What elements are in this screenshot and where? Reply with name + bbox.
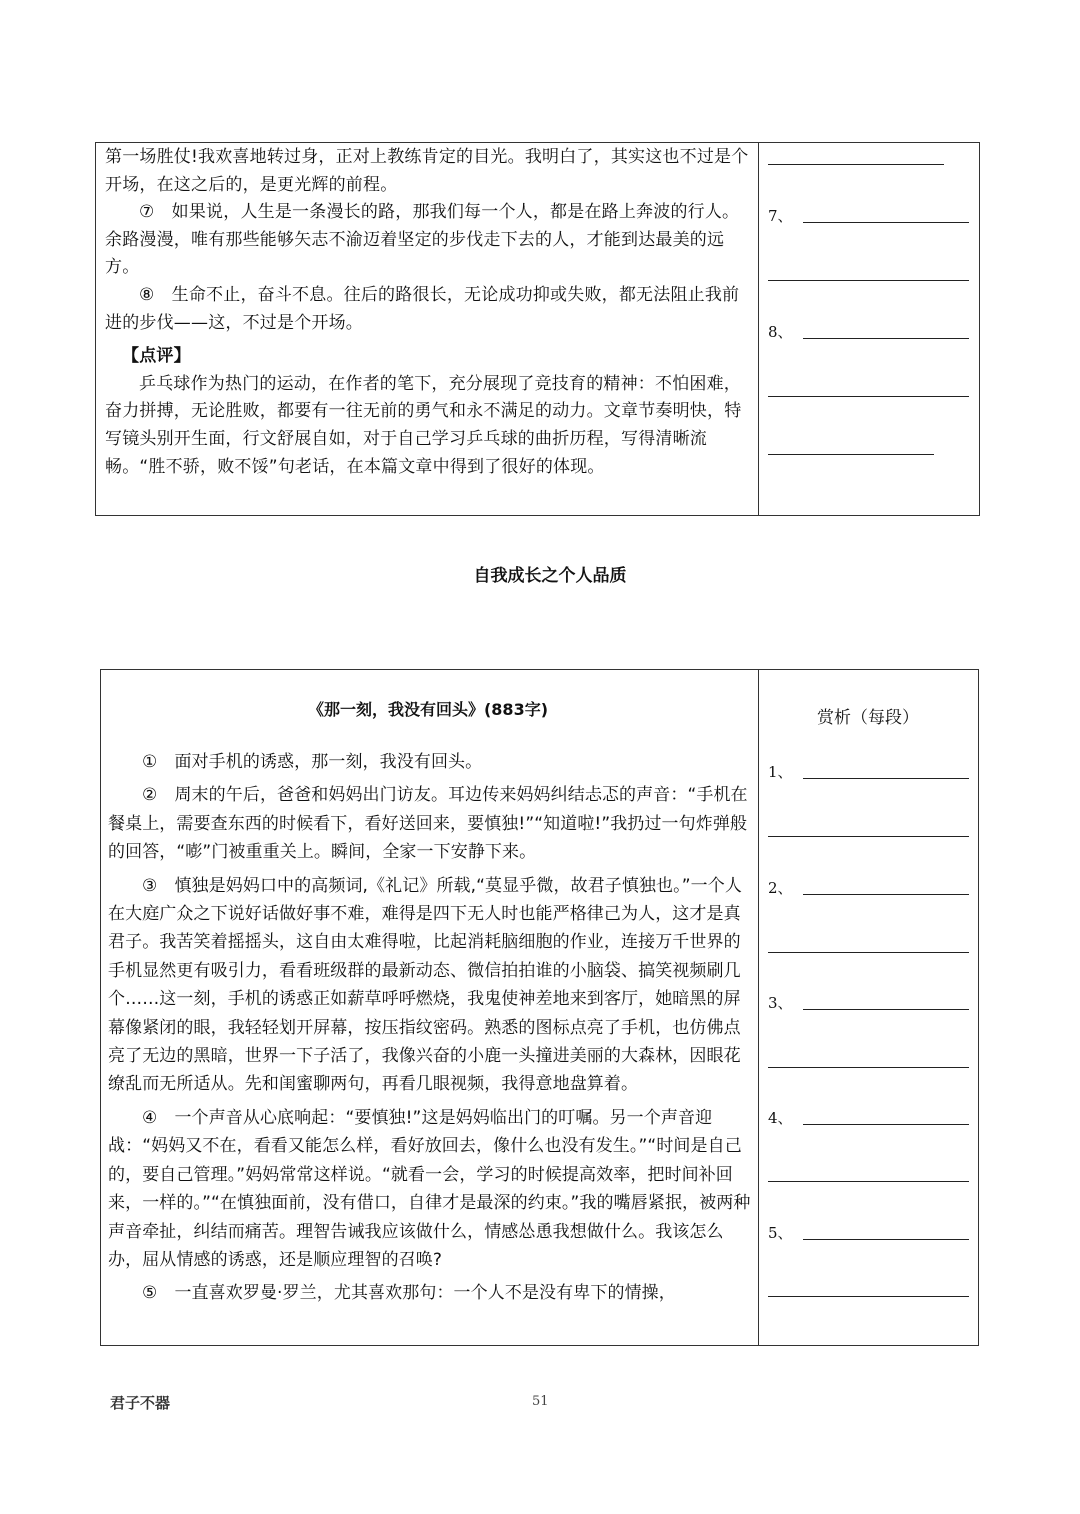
answer-line[interactable] <box>768 164 944 165</box>
answer-number-2: 2、 <box>768 879 793 897</box>
answer-line[interactable] <box>768 952 969 953</box>
article-paragraph-3: ③ 慎独是妈妈口中的高频词,《礼记》所载,“莫显乎微，故君子慎独也。”一个人在大庭广众之下说好话做好事不难，难得是四下无人时也能严格律己为人，这才是真君子。我苦笑着摇摇头，这自由太难得啦，比起消耗脑细胞的作业，连接万千世界的手机显然更有吸引力，看看班级群的最新动态、微信拍拍谁的小脑袋、搞笑视频刷几个……这一刻，手机的诱惑正如薪草呼呼燃烧，我鬼使神差地来到客厅，她暗黑的屏幕像紧闭的眼，我轻轻划开屏幕，按压指纹密码。熟悉的图标点亮了手机，也仿佛点亮了无边的黑暗，世界一下子活了，我像兴奋的小鹿一头撞进美丽的大森林，因眼花缭乱而无所适从。先和闺蜜聊两句，再看几眼视频，我得意地盘算着。 <box>108 875 742 1095</box>
analysis-header: 赏析（每段） <box>817 708 919 728</box>
section-title: 自我成长之个人品质 <box>473 566 627 586</box>
answer-line-4[interactable] <box>803 1124 969 1125</box>
article-title: 《那一刻，我没有回头》(883字) <box>307 700 549 719</box>
answer-line[interactable] <box>768 280 969 281</box>
article-paragraph-5: ⑤ 一直喜欢罗曼·罗兰，尤其喜欢那句：一个人不是没有卑下的情操， <box>142 1283 676 1304</box>
answer-number-3: 3、 <box>768 994 793 1012</box>
article-table-divider <box>758 670 759 1345</box>
answer-number-4: 4、 <box>768 1109 793 1127</box>
answer-number-5: 5、 <box>768 1224 793 1242</box>
answer-line[interactable] <box>768 836 969 837</box>
top-table-text <box>105 144 751 481</box>
page-number: 51 <box>532 1394 549 1409</box>
article-paragraph-1: ① 面对手机的诱惑，那一刻，我没有回头。 <box>142 752 483 772</box>
article-paragraph-4: ④ 一个声音从心底响起：“要慎独!”这是妈妈临出门的叮嘱。另一个声音迎战：“妈妈又不在，看看又能怎么样，看好放回去，像什么也没有发生。”“时间是自己的，要自己管理。”妈妈常常这样说。“就看一会，学习的时候提高效率，把时间补回来，一样的。”“在慎独面前，没有借口，自律才是最深的约束。”我的嘴唇紧抿，被两种声音牵扯，纠结而痛苦。理智告诫我应该做什么，情感怂恿我想做什么。我该怎么办，屈从情感的诱惑，还是顺应理智的召唤? <box>108 1107 751 1270</box>
answer-line-3[interactable] <box>803 1009 969 1010</box>
footer-motto: 君子不器 <box>110 1394 171 1412</box>
top-paragraph-7: ⑦ 如果说，人生是一条漫长的路，那我们每一个人，都是在路上奔波的行人。余路漫漫，唯有那些能够矢志不渝迈着坚定的步伐走下去的人，才能到达最美的远方。 <box>105 202 740 278</box>
comment-heading: 【点评】 <box>122 346 191 367</box>
answer-line-7[interactable] <box>803 222 969 223</box>
answer-line[interactable] <box>768 1181 969 1182</box>
answer-line-2[interactable] <box>803 894 969 895</box>
answer-number-1: 1、 <box>768 763 793 781</box>
top-paragraph-1: 第一场胜仗!我欢喜地转过身，正对上教练肯定的目光。我明白了，其实这也不过是个开场，在这之后的，是更光辉的前程。 <box>105 147 749 195</box>
answer-line[interactable] <box>768 1296 969 1297</box>
answer-number-8: 8、 <box>768 323 793 341</box>
answer-line[interactable] <box>768 396 969 397</box>
article-paragraph-2: ② 周末的午后，爸爸和妈妈出门访友。耳边传来妈妈纠结忐忑的声音：“手机在餐桌上，需要查东西的时候看下，看好送回来，要慎独!”“知道啦!”我扔过一句炸弹般的回答，“嘭”门被重重关上。瞬间，全家一下安静下来。 <box>108 785 748 863</box>
top-paragraph-8: ⑧ 生命不止，奋斗不息。往后的路很长，无论成功抑或失败，都无法阻止我前进的步伐——这，不过是个开场。 <box>105 284 740 333</box>
answer-line-1[interactable] <box>803 778 969 779</box>
answer-line-5[interactable] <box>803 1239 969 1240</box>
answer-line[interactable] <box>768 454 934 455</box>
comment-text: 乒乓球作为热门的运动，在作者的笔下，充分展现了竞技育的精神：不怕困难，奋力拼搏，无论胜败，都要有一往无前的勇气和永不满足的动力。文章节奏明快，特写镜头别开生面，行文舒展自如，对于自己学习乒乓球的曲折历程，写得清晰流畅。“胜不骄，败不馁”句老话，在本篇文章中得到了很好的体现。 <box>105 373 742 477</box>
top-table-divider <box>758 143 759 515</box>
answer-line[interactable] <box>768 1067 969 1068</box>
article-text <box>108 748 752 1313</box>
answer-number-7: 7、 <box>768 207 793 225</box>
answer-line-8[interactable] <box>803 338 969 339</box>
